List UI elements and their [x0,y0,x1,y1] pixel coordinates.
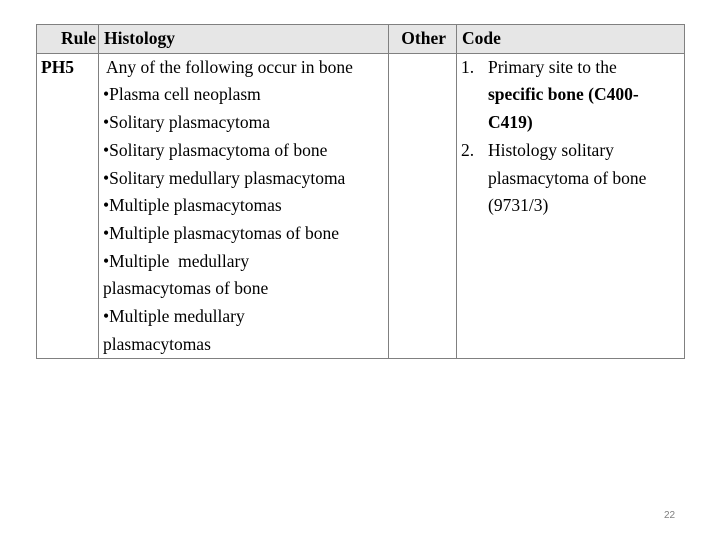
other-cell [389,53,457,359]
code-item-text: (9731/3) [488,195,549,216]
rules-table [36,24,685,359]
header-rule: Rule [37,25,99,54]
code-item-text: Primary site to the [488,56,617,77]
code-item-text-bold: C419) [488,112,533,133]
histology-line: •Multiple medullary [103,306,245,327]
code-item-text-bold: specific bone (C400- [488,84,639,105]
rule-cell: PH5 [37,53,99,359]
code-item-number: 2. [461,139,475,160]
table-header-row [37,25,685,54]
table-row [37,53,685,359]
histology-intro: Any of the following occur in bone [106,56,353,77]
page-number: 22 [664,510,676,521]
histology-line: plasmacytomas of bone [103,278,269,299]
code-item-text: Histology solitary [488,139,614,160]
histology-line: •Multiple plasmacytomas of bone [103,222,340,243]
header-other: Other [389,25,457,54]
histology-line: •Solitary plasmacytoma [103,112,270,133]
code-item-number: 1. [461,56,475,77]
histology-line: •Solitary medullary plasmacytoma [103,167,346,188]
histology-line: plasmacytomas [103,333,211,354]
code-item-2 [461,137,684,220]
code-cell [457,53,685,359]
header-code: Code [457,25,685,54]
code-item-text: plasmacytoma of bone [488,167,647,188]
histology-line: •Plasma cell neoplasm [103,84,261,105]
header-histology: Histology [99,25,389,54]
histology-cell [99,53,389,359]
histology-line: •Multiple medullary [103,250,250,271]
histology-line: •Solitary plasmacytoma of bone [103,139,328,160]
code-item-1 [461,54,684,137]
histology-line: •Multiple plasmacytomas [103,195,282,216]
